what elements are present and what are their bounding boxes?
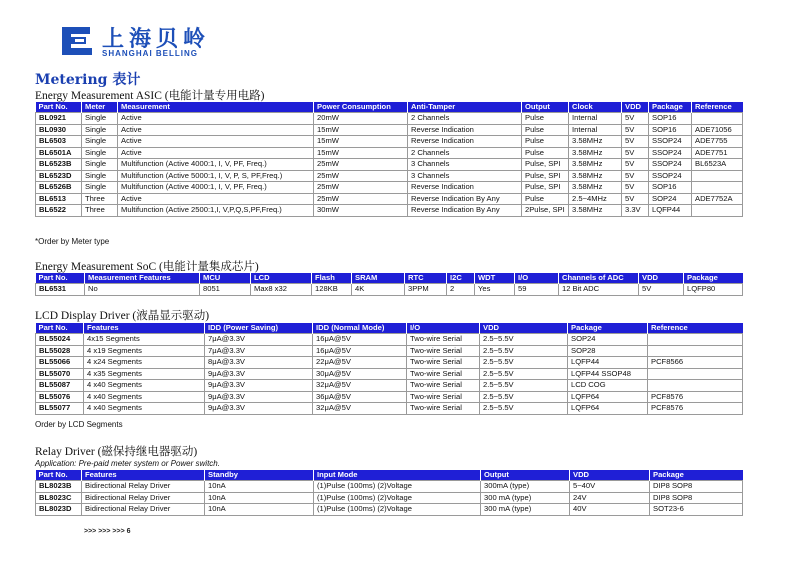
table-cell [648,334,743,346]
table-cell: 20mW [314,113,408,125]
table-cell: Active [118,193,314,205]
column-header: Measurement Features [85,273,200,284]
part-number-cell: BL6513 [36,193,82,205]
column-header: Package [650,470,743,481]
table-cell: DIP8 SOP8 [650,492,743,504]
table-cell [692,170,743,182]
column-header: Features [82,470,205,481]
table-cell: Pulse, SPI [522,170,569,182]
table-cell: 2 Channels [408,113,522,125]
table-cell: Max8 x32 [251,284,312,296]
table-cell: 2.5~5.5V [480,403,568,415]
table-cell: 5V [622,182,649,194]
company-logo [58,22,218,62]
table-cell: Active [118,147,314,159]
table-cell: SOP24 [568,334,648,346]
table-cell: Single [82,170,118,182]
table-cell: 10nA [205,481,314,493]
table-row [36,159,743,171]
part-number-cell: BL55066 [36,357,84,369]
column-header: Clock [569,102,622,113]
part-number-cell: BL6523D [36,170,82,182]
table-row [36,205,743,217]
table-cell: 2.5~4MHz [569,193,622,205]
table-cell: Pulse [522,113,569,125]
lcd-table [35,323,743,415]
table-cell: 25mW [314,170,408,182]
table-row [36,403,743,415]
part-number-cell: BL6523B [36,159,82,171]
column-header: Part No. [36,273,85,284]
table-cell: Multifunction (Active 4000:1, I, V, PF, Freq.) [118,182,314,194]
table-cell: Reverse Indication By Any [408,193,522,205]
table-cell: 30mW [314,205,408,217]
table-cell: SSOP24 [649,170,692,182]
table-cell: 4 x40 Segments [84,391,205,403]
part-number-cell: BL0930 [36,124,82,136]
column-header: Standby [205,470,314,481]
table-cell: 16μA@5V [313,345,407,357]
table-cell: 5V [622,147,649,159]
table-cell: 3.58MHz [569,205,622,217]
table-cell: Single [82,124,118,136]
table-cell: 10nA [205,504,314,516]
table-cell: SOP16 [649,124,692,136]
table-row [36,193,743,205]
table-cell: LCD COG [568,380,648,392]
table-cell: 59 [515,284,559,296]
column-header: Output [522,102,569,113]
table-cell: Two-wire Serial [407,334,480,346]
table-cell: 3.58MHz [569,147,622,159]
column-header: Anti-Tamper [408,102,522,113]
column-header: Package [568,323,648,334]
table-cell: 9μA@3.3V [205,391,313,403]
table-cell: 3 Channels [408,159,522,171]
section-title-relay: Relay Driver (磁保持继电器驱动) [35,446,198,458]
part-number-cell: BL8023C [36,492,82,504]
column-header: VDD [622,102,649,113]
column-header: Package [649,102,692,113]
table-cell: 36μA@5V [313,391,407,403]
table-cell: 3.58MHz [569,182,622,194]
column-header: Part No. [36,323,84,334]
table-cell: Three [82,205,118,217]
column-header: VDD [639,273,684,284]
table-cell: Two-wire Serial [407,345,480,357]
table-cell: LQFP44 [649,205,692,217]
table-cell [692,205,743,217]
table-cell: 25mW [314,182,408,194]
table-cell: LQFP64 [568,403,648,415]
asic-table [35,102,743,217]
table-cell: PCF8576 [648,403,743,415]
part-number-cell: BL6501A [36,147,82,159]
table-header-row [36,470,743,481]
table-cell: 30μA@5V [313,368,407,380]
column-header: Flash [312,273,352,284]
table-cell: 5V [622,170,649,182]
page-footer: >>> >>> >>> 6 [84,528,131,535]
table-cell: Active [118,113,314,125]
table-row [36,345,743,357]
part-number-cell: BL6503 [36,136,82,148]
table-cell: Reverse Indication By Any [408,205,522,217]
part-number-cell: BL55076 [36,391,84,403]
table-cell: 5V [622,193,649,205]
table-cell: 4 x40 Segments [84,380,205,392]
table-row [36,113,743,125]
table-cell: Active [118,124,314,136]
column-header: IDD (Normal Mode) [313,323,407,334]
column-header: I2C [447,273,475,284]
table-cell: SOP16 [649,113,692,125]
table-row [36,504,743,516]
table-cell: 22μA@5V [313,357,407,369]
table-row [36,147,743,159]
table-row [36,357,743,369]
table-cell: Single [82,147,118,159]
table-cell [692,113,743,125]
table-cell: 12 Bit ADC [559,284,639,296]
table-cell: 4K [352,284,405,296]
section-title-asic: Energy Measurement ASIC (电能计量专用电路) [35,90,265,102]
table-cell: 4 x19 Segments [84,345,205,357]
table-cell: 15mW [314,124,408,136]
part-number-cell: BL55024 [36,334,84,346]
table-row [36,391,743,403]
column-header: I/O [407,323,480,334]
table-cell: 2 [447,284,475,296]
table-cell: Two-wire Serial [407,357,480,369]
column-header: LCD [251,273,312,284]
lcd-note: Order by LCD Segments [35,420,123,429]
table-cell: 5V [622,159,649,171]
table-cell: 3.58MHz [569,170,622,182]
part-number-cell: BL55087 [36,380,84,392]
table-cell: LQFP80 [684,284,743,296]
table-cell: Pulse, SPI [522,182,569,194]
table-cell: 3.58MHz [569,136,622,148]
part-number-cell: BL8023B [36,481,82,493]
table-cell: PCF8576 [648,391,743,403]
column-header: Features [84,323,205,334]
table-cell: 5V [622,124,649,136]
table-cell: LQFP44 [568,357,648,369]
table-cell: Multifunction (Active 2500:1,I, V,P,Q,S,PF,Freq.) [118,205,314,217]
table-cell: Pulse, SPI [522,159,569,171]
part-number-cell: BL55077 [36,403,84,415]
table-cell: 3PPM [405,284,447,296]
column-header: MCU [200,273,251,284]
table-cell: 32μA@5V [313,380,407,392]
table-cell: 10nA [205,492,314,504]
part-number-cell: BL0921 [36,113,82,125]
column-header: Power Consumption [314,102,408,113]
column-header: Package [684,273,743,284]
table-cell: Yes [475,284,515,296]
column-header: SRAM [352,273,405,284]
table-row [36,481,743,493]
table-cell: Pulse [522,147,569,159]
column-header: VDD [480,323,568,334]
table-cell [648,368,743,380]
table-cell: ADE7751 [692,147,743,159]
table-row [36,284,743,296]
table-cell: 7μA@3.3V [205,345,313,357]
table-row [36,368,743,380]
table-cell: 2Pulse, SPI [522,205,569,217]
table-cell: Single [82,113,118,125]
part-number-cell: BL55028 [36,345,84,357]
column-header: WDT [475,273,515,284]
table-cell: SSOP24 [649,159,692,171]
column-header: Meter [82,102,118,113]
table-cell: 5~40V [570,481,650,493]
part-number-cell: BL8023D [36,504,82,516]
section-title-lcd: LCD Display Driver (液晶显示驱动) [35,310,210,322]
table-cell: 32μA@5V [313,403,407,415]
table-cell: 25mW [314,193,408,205]
column-header: Reference [692,102,743,113]
table-cell: Single [82,136,118,148]
table-cell [648,380,743,392]
column-header: I/O [515,273,559,284]
table-cell: 2.5~5.5V [480,368,568,380]
table-cell: Internal [569,124,622,136]
table-cell: (1)Pulse (100ms) (2)Voltage [314,504,481,516]
table-row [36,124,743,136]
table-row [36,170,743,182]
table-cell: Internal [569,113,622,125]
table-cell: 5V [639,284,684,296]
table-cell: Pulse [522,124,569,136]
table-row [36,182,743,194]
table-cell: 2.5~5.5V [480,391,568,403]
table-header-row [36,102,743,113]
relay-table [35,470,743,516]
soc-table [35,273,743,296]
table-cell: PCF8566 [648,357,743,369]
belling-logo-icon [58,24,96,58]
table-cell: ADE71056 [692,124,743,136]
table-cell: Single [82,159,118,171]
table-cell: 128KB [312,284,352,296]
table-cell: 9μA@3.3V [205,380,313,392]
asic-note: *Order by Meter type [35,237,110,246]
table-row [36,492,743,504]
table-cell: SOP28 [568,345,648,357]
table-cell: (1)Pulse (100ms) (2)Voltage [314,492,481,504]
table-cell: 5V [622,113,649,125]
table-cell: Reverse Indication [408,124,522,136]
part-number-cell: BL6531 [36,284,85,296]
column-header: IDD (Power Saving) [205,323,313,334]
table-cell: No [85,284,200,296]
column-header: Part No. [36,470,82,481]
table-cell: 2 Channels [408,147,522,159]
table-cell: 9μA@3.3V [205,403,313,415]
part-number-cell: BL6526B [36,182,82,194]
table-cell: 3.58MHz [569,159,622,171]
table-cell: ADE7755 [692,136,743,148]
table-cell: 2.5~5.5V [480,380,568,392]
table-cell: 24V [570,492,650,504]
table-cell: LQFP64 [568,391,648,403]
table-cell: Pulse [522,193,569,205]
column-header: VDD [570,470,650,481]
table-cell: BL6523A [692,159,743,171]
table-cell: Multifunction (Active 5000:1, I, V, P, S, PF,Freq.) [118,170,314,182]
table-cell: Pulse [522,136,569,148]
column-header: RTC [405,273,447,284]
table-cell: (1)Pulse (100ms) (2)Voltage [314,481,481,493]
table-cell: 2.5~5.5V [480,357,568,369]
table-cell: DIP8 SOP8 [650,481,743,493]
column-header: Input Mode [314,470,481,481]
table-cell: Reverse Indication [408,182,522,194]
column-header: Channels of ADC [559,273,639,284]
table-cell: 4 x35 Segments [84,368,205,380]
table-cell: Two-wire Serial [407,403,480,415]
table-row [36,136,743,148]
column-header: Part No. [36,102,82,113]
logo-chinese-name: 上海贝岭 [102,26,211,51]
table-row [36,334,743,346]
table-header-row [36,273,743,284]
table-cell: ADE7752A [692,193,743,205]
table-cell: SOT23-6 [650,504,743,516]
table-cell: Active [118,136,314,148]
section-title-soc: Energy Measurement SoC (电能计量集成芯片) [35,261,259,273]
table-cell [692,182,743,194]
column-header: Reference [648,323,743,334]
table-cell: LQFP44 SSOP48 [568,368,648,380]
table-cell: 7μA@3.3V [205,334,313,346]
table-cell: Three [82,193,118,205]
table-cell: 300mA (type) [481,481,570,493]
table-cell: 5V [622,136,649,148]
logo-english-name: SHANGHAI BELLING [102,49,198,58]
table-cell: Two-wire Serial [407,391,480,403]
table-cell: 4x15 Segments [84,334,205,346]
table-cell: Multifunction (Active 4000:1, I, V, PF, Freq.) [118,159,314,171]
column-header: Output [481,470,570,481]
table-cell: Single [82,182,118,194]
table-cell: 3 Channels [408,170,522,182]
table-cell: 8051 [200,284,251,296]
table-cell: 9μA@3.3V [205,368,313,380]
page-title: Metering 表计 [35,72,141,88]
table-cell: Two-wire Serial [407,380,480,392]
table-cell: 4 x24 Segments [84,357,205,369]
table-cell: 25mW [314,159,408,171]
table-header-row [36,323,743,334]
table-cell: 2.5~5.5V [480,345,568,357]
table-cell: SOP16 [649,182,692,194]
table-cell: Reverse Indication [408,136,522,148]
table-cell: 15mW [314,147,408,159]
table-cell: Bidirectional Relay Driver [82,492,205,504]
column-header: Measurement [118,102,314,113]
table-cell: SSOP24 [649,147,692,159]
table-cell: 40V [570,504,650,516]
part-number-cell: BL55070 [36,368,84,380]
table-cell: 300 mA (type) [481,504,570,516]
table-cell [648,345,743,357]
table-cell: 2.5~5.5V [480,334,568,346]
table-row [36,380,743,392]
table-cell: 3.3V [622,205,649,217]
part-number-cell: BL6522 [36,205,82,217]
table-cell: 16μA@5V [313,334,407,346]
table-cell: 4 x40 Segments [84,403,205,415]
relay-application-note: Application: Pre-paid meter system or Power switch. [35,459,220,468]
table-cell: Two-wire Serial [407,368,480,380]
table-cell: SSOP24 [649,136,692,148]
table-cell: Bidirectional Relay Driver [82,504,205,516]
table-cell: 300 mA (type) [481,492,570,504]
table-cell: 8μA@3.3V [205,357,313,369]
table-cell: 15mW [314,136,408,148]
table-cell: Bidirectional Relay Driver [82,481,205,493]
table-cell: SOP24 [649,193,692,205]
